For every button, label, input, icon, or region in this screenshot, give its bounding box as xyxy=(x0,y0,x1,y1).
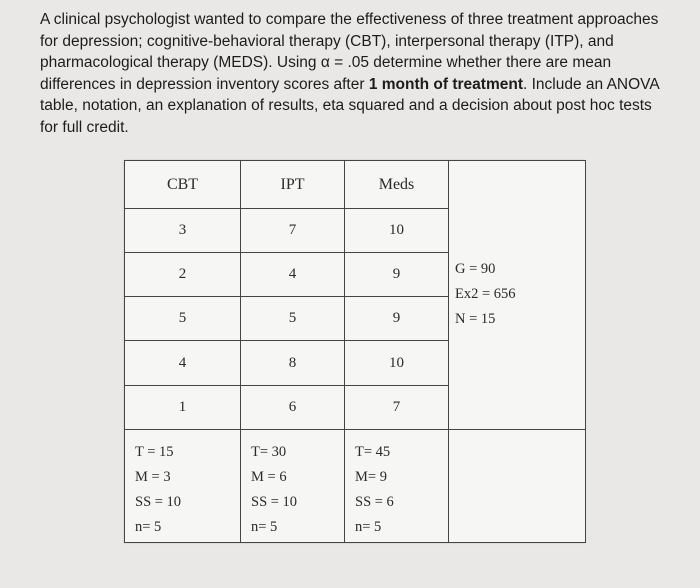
summary-mean: M= 9 xyxy=(355,468,387,485)
summary-mean: M = 3 xyxy=(135,468,171,485)
summary-ss: SS = 10 xyxy=(251,493,298,510)
summary-n: n= 5 xyxy=(355,518,382,535)
data-table xyxy=(124,160,586,543)
summary-mean: M = 6 xyxy=(251,468,287,485)
sum-of-squares-x: Ex2 = 656 xyxy=(455,286,516,303)
score-cell: 2 xyxy=(125,253,241,297)
score-cell: 6 xyxy=(241,385,345,429)
summary-empty xyxy=(449,429,586,542)
data-table-photo xyxy=(124,160,585,543)
score-cell: 5 xyxy=(241,297,345,341)
score-cell: 4 xyxy=(241,253,345,297)
score-cell: 4 xyxy=(125,341,241,385)
score-cell: 3 xyxy=(125,209,241,253)
summary-ipt xyxy=(241,429,345,542)
score-cell: 9 xyxy=(345,253,449,297)
header-meds: Meds xyxy=(345,161,449,209)
score-cell: 10 xyxy=(345,209,449,253)
summary-total: T= 45 xyxy=(355,443,391,460)
score-cell: 8 xyxy=(241,341,345,385)
score-cell: 7 xyxy=(345,385,449,429)
overall-stats-cell xyxy=(449,161,586,430)
question-text-bold: 1 month of treatment xyxy=(368,75,523,93)
summary-ss: SS = 10 xyxy=(135,493,182,510)
summary-cbt xyxy=(125,429,241,542)
header-row xyxy=(125,161,586,209)
summary-row xyxy=(125,429,586,542)
summary-total: T= 30 xyxy=(251,443,287,460)
header-cbt: CBT xyxy=(125,161,241,209)
score-cell: 7 xyxy=(241,209,345,253)
score-cell: 9 xyxy=(345,297,449,341)
score-cell: 1 xyxy=(125,385,241,429)
overall-stats xyxy=(449,257,585,332)
summary-total: T = 15 xyxy=(135,443,174,460)
grand-total: G = 90 xyxy=(455,261,496,278)
question-text xyxy=(40,9,670,138)
summary-n: n= 5 xyxy=(135,518,162,535)
total-n: N = 15 xyxy=(455,311,496,328)
question-text-part1: A clinical psychologist wanted to compare the effectiveness of three treatment approaches for depression; cognitive-behavioral therapy (CBT), interpersonal therapy (ITP), and pharmacological therapy (MEDS). Using α = .05 determine whether there are mean differences in depression inventory scores after xyxy=(40,11,659,93)
score-cell: 10 xyxy=(345,341,449,385)
summary-meds xyxy=(345,429,449,542)
score-cell: 5 xyxy=(125,297,241,341)
summary-n: n= 5 xyxy=(251,518,278,535)
header-ipt: IPT xyxy=(241,161,345,209)
question-text-part2: . Include an ANOVA table, notation, an explanation of results, eta squared and a decision about post hoc tests for full credit. xyxy=(40,75,659,136)
summary-ss: SS = 6 xyxy=(355,493,394,510)
